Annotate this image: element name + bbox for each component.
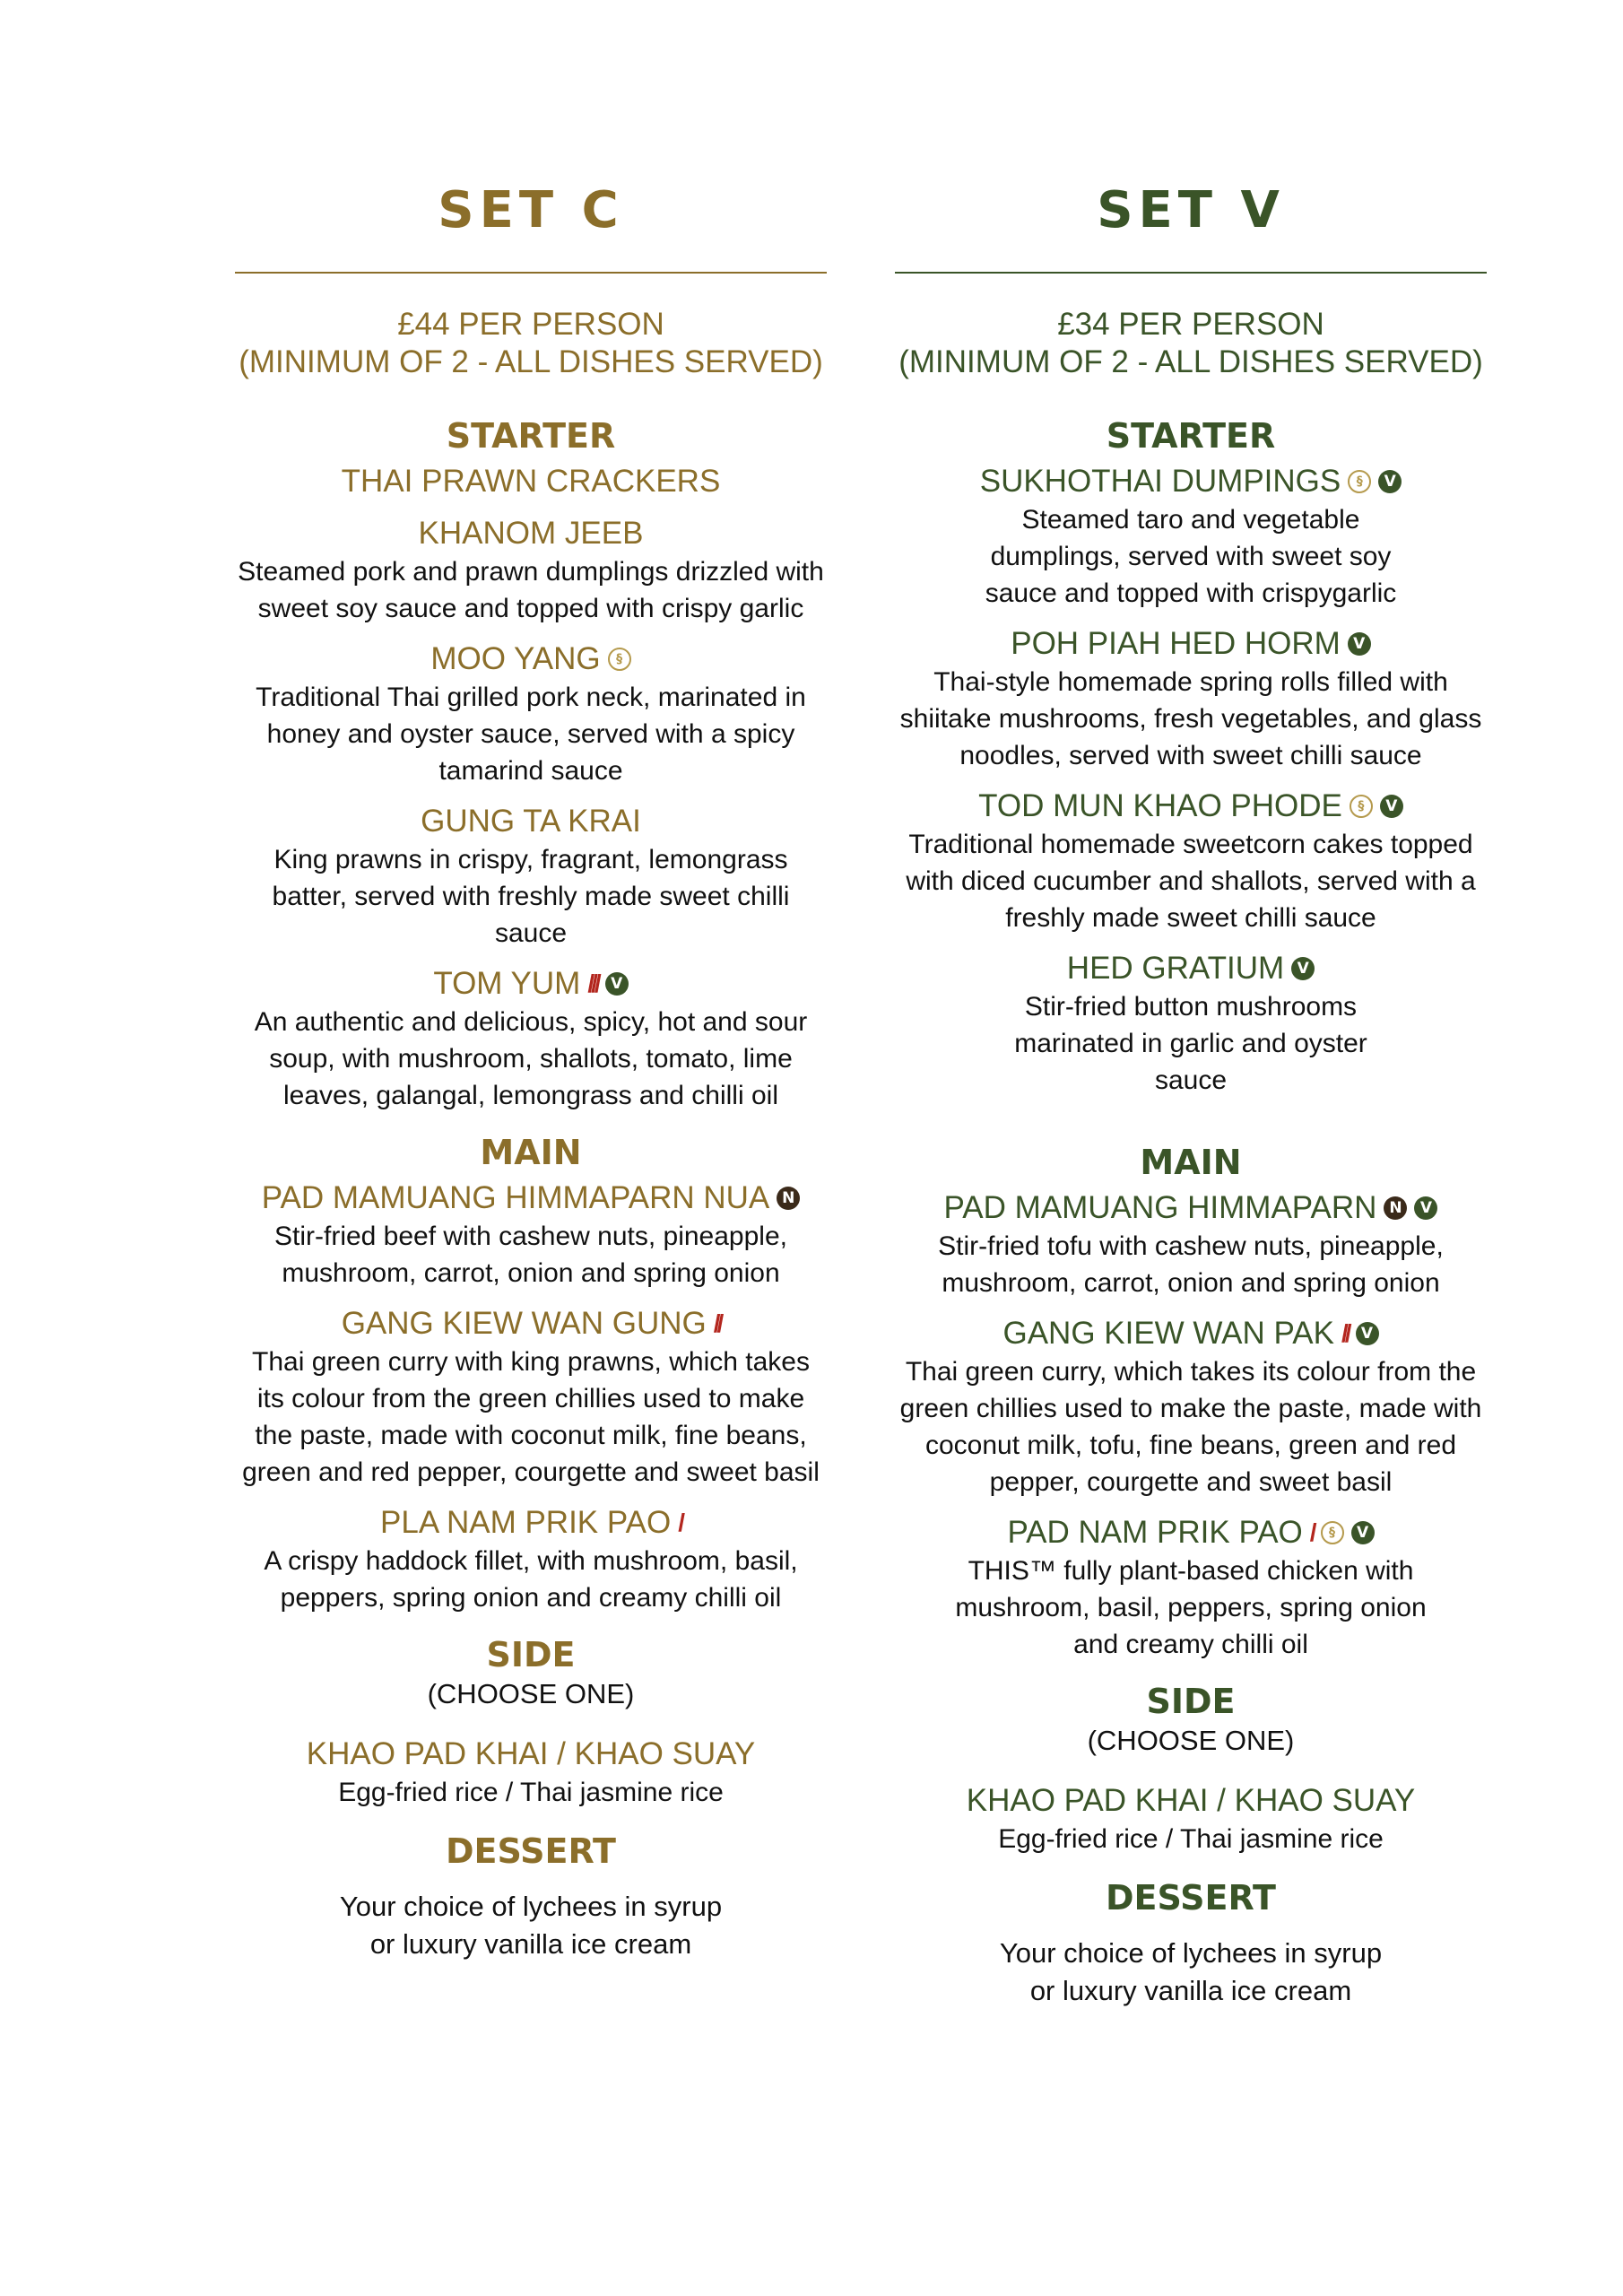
dish-name: PAD MAMUANG HIMMAPARN bbox=[943, 1190, 1377, 1225]
dish-description: Stir-fried tofu with cashew nuts, pineapple, mushroom, carrot, onion and spring onion bbox=[938, 1231, 1444, 1298]
dish-description: Steamed taro and vegetable dumplings, served with sweet soy sauce and topped with crispygarlic bbox=[985, 505, 1397, 608]
dish-name: KHAO PAD KHAI / KHAO SUAY bbox=[966, 1783, 1416, 1818]
set-c-dessert-heading: DESSERT bbox=[446, 1831, 616, 1871]
dish-name: MOO YANG bbox=[430, 641, 601, 676]
set-c-title: SET C bbox=[438, 181, 624, 239]
menu-item bbox=[235, 639, 827, 789]
chilli-icon: / bbox=[1309, 1518, 1314, 1546]
chilli-icon: // bbox=[1341, 1319, 1349, 1347]
menu-item bbox=[895, 949, 1487, 1099]
menu-item bbox=[235, 462, 827, 501]
menu-item bbox=[235, 1178, 827, 1292]
vegan-icon: V bbox=[605, 972, 629, 996]
dish-name: THAI PRAWN CRACKERS bbox=[341, 464, 721, 499]
vegan-icon: V bbox=[1351, 1521, 1375, 1544]
menu-item bbox=[235, 1503, 827, 1616]
set-v-title: SET V bbox=[1097, 181, 1285, 239]
dish-description: Traditional homemade sweetcorn cakes topped with diced cucumber and shallots, served with a freshly made sweet chilli sauce bbox=[906, 830, 1476, 933]
dish-name: HED GRATIUM bbox=[1066, 951, 1285, 986]
set-c-dessert-description: Your choice of lychees in syrup or luxury vanilla ice cream bbox=[339, 1891, 723, 1960]
set-v-minimum: (MINIMUM OF 2 - ALL DISHES SERVED) bbox=[898, 344, 1483, 379]
menu-item bbox=[235, 514, 827, 627]
chef-special-icon: § bbox=[608, 648, 631, 671]
set-c-price: £44 PER PERSON bbox=[397, 307, 664, 342]
set-v-column bbox=[895, 181, 1487, 2010]
set-v-starter-heading: STARTER bbox=[1106, 416, 1276, 456]
dish-description: Egg-fried rice / Thai jasmine rice bbox=[338, 1778, 724, 1807]
set-c-starter-heading: STARTER bbox=[446, 416, 616, 456]
dish-name: PAD MAMUANG HIMMAPARN NUA bbox=[261, 1180, 770, 1215]
vegan-icon: V bbox=[1291, 957, 1315, 980]
set-v-side-heading: SIDE bbox=[1146, 1682, 1236, 1721]
menu-item bbox=[895, 1781, 1487, 1857]
vegan-icon: V bbox=[1380, 795, 1403, 818]
dish-name: GANG KIEW WAN GUNG bbox=[341, 1306, 707, 1341]
set-c-minimum: (MINIMUM OF 2 - ALL DISHES SERVED) bbox=[239, 344, 823, 379]
menu-item bbox=[235, 1735, 827, 1811]
set-c-column bbox=[235, 181, 827, 1963]
menu-item bbox=[235, 802, 827, 952]
dish-name: POH PIAH HED HORM bbox=[1011, 626, 1341, 661]
dish-description: Thai green curry with king prawns, which takes its colour from the green chillies used to make the paste, made with coconut milk, fine beans, green and red pepper, courgette and sweet basil bbox=[242, 1347, 820, 1487]
menu-item bbox=[895, 787, 1487, 936]
menu-item bbox=[235, 1304, 827, 1491]
dish-description: Thai-style homemade spring rolls filled with shiitake mushrooms, fresh vegetables, and glass noodles, served with sweet chilli sauce bbox=[899, 667, 1482, 770]
chef-special-icon: § bbox=[1350, 795, 1373, 818]
dish-description: Thai green curry, which takes its colour from the green chillies used to make the paste, made with coconut milk, tofu, fine beans, green and red pepper, courgette and sweet basil bbox=[899, 1357, 1482, 1497]
dish-description: Egg-fried rice / Thai jasmine rice bbox=[998, 1824, 1384, 1854]
dish-name: GANG KIEW WAN PAK bbox=[1002, 1316, 1334, 1351]
chilli-icon: /// bbox=[587, 970, 598, 997]
dish-description: Stir-fried beef with cashew nuts, pineapple, mushroom, carrot, onion and spring onion bbox=[274, 1222, 787, 1288]
set-c-side-note: (CHOOSE ONE) bbox=[427, 1678, 635, 1709]
dish-description: Stir-fried button mushrooms marinated in garlic and oyster sauce bbox=[1014, 992, 1367, 1095]
chef-special-icon: § bbox=[1348, 470, 1371, 493]
vegan-icon: V bbox=[1414, 1196, 1437, 1220]
dish-name: KHAO PAD KHAI / KHAO SUAY bbox=[306, 1736, 756, 1771]
dish-name: SUKHOTHAI DUMPINGS bbox=[979, 464, 1341, 499]
menu-item bbox=[895, 1188, 1487, 1301]
chef-special-icon: § bbox=[1321, 1521, 1344, 1544]
dish-description: Traditional Thai grilled pork neck, marinated in honey and oyster sauce, served with a spicy tamarind sauce bbox=[256, 683, 806, 786]
dish-name: PAD NAM PRIK PAO bbox=[1007, 1515, 1303, 1550]
menu-item bbox=[235, 964, 827, 1114]
dish-name: TOD MUN KHAO PHODE bbox=[978, 788, 1342, 823]
set-v-dessert-heading: DESSERT bbox=[1106, 1878, 1276, 1918]
set-v-divider bbox=[895, 272, 1487, 274]
menu-item bbox=[895, 624, 1487, 774]
dish-description: An authentic and delicious, spicy, hot and sour soup, with mushroom, shallots, tomato, lime leaves, galangal, lemongrass and chilli oil bbox=[254, 1007, 808, 1110]
set-v-main-heading: MAIN bbox=[1140, 1143, 1242, 1182]
set-v-price: £34 PER PERSON bbox=[1057, 307, 1324, 342]
menu-item bbox=[895, 462, 1487, 612]
set-c-main-heading: MAIN bbox=[480, 1133, 582, 1172]
vegan-icon: V bbox=[1378, 470, 1402, 493]
menu-item bbox=[895, 1314, 1487, 1500]
set-v-side-note: (CHOOSE ONE) bbox=[1087, 1725, 1295, 1756]
set-c-divider bbox=[235, 272, 827, 274]
dish-description: THIS™ fully plant-based chicken with mushroom, basil, peppers, spring onion and creamy chilli oil bbox=[955, 1556, 1427, 1659]
nuts-icon: N bbox=[777, 1187, 800, 1210]
menu-item bbox=[895, 1513, 1487, 1663]
dish-description: A crispy haddock fillet, with mushroom, basil, peppers, spring onion and creamy chilli oil bbox=[264, 1546, 798, 1613]
set-c-side-heading: SIDE bbox=[486, 1635, 576, 1674]
dish-name: TOM YUM bbox=[433, 966, 581, 1001]
vegan-icon: V bbox=[1356, 1322, 1379, 1345]
nuts-icon: N bbox=[1384, 1196, 1407, 1220]
dish-description: Steamed pork and prawn dumplings drizzled with sweet soy sauce and topped with crispy garlic bbox=[238, 557, 824, 623]
set-v-dessert-description: Your choice of lychees in syrup or luxury vanilla ice cream bbox=[999, 1937, 1383, 2006]
dish-description: King prawns in crispy, fragrant, lemongrass batter, served with freshly made sweet chilli sauce bbox=[272, 845, 790, 948]
chilli-icon: / bbox=[678, 1509, 681, 1536]
dish-name: KHANOM JEEB bbox=[418, 516, 644, 551]
dish-name: GUNG TA KRAI bbox=[421, 804, 641, 839]
vegan-icon: V bbox=[1348, 632, 1371, 656]
chilli-icon: // bbox=[713, 1309, 721, 1337]
dish-name: PLA NAM PRIK PAO bbox=[380, 1505, 672, 1540]
